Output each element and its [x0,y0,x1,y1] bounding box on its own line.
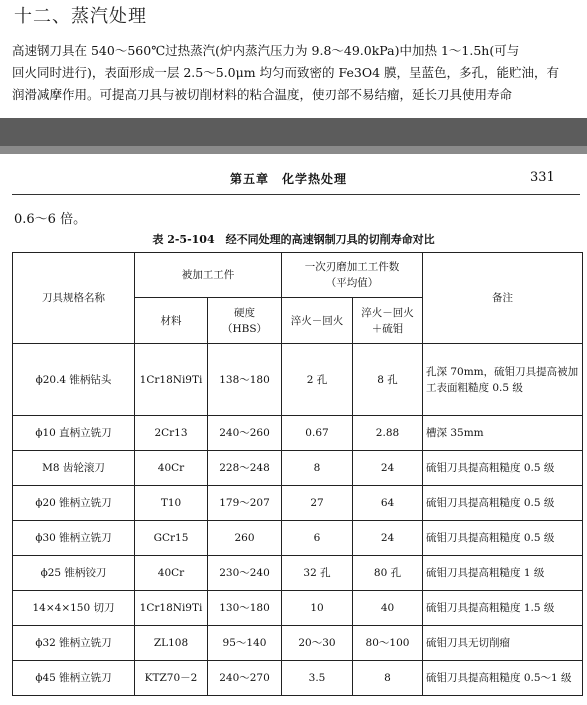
running-head: 第五章 化学热处理 [230,172,348,186]
cell-tool: ϕ20 锥柄立铣刀 [13,486,135,521]
cell-tool: ϕ45 锥柄立铣刀 [13,661,135,696]
cell-quench-temper-sulfur: 80 孔 [353,556,423,591]
cell-material: 1Cr18Ni9Ti [135,344,208,416]
cell-material: 40Cr [135,451,208,486]
header-material: 材料 [135,298,208,344]
cell-hardness: 179～207 [208,486,282,521]
header-pieces-per-sharpening: 一次刃磨加工工件数 （平均值） [282,253,423,298]
section-heading: 十二、蒸汽处理 [14,6,147,27]
table-row [13,451,583,486]
cell-remark: 硫钼刀具提高粗糙度 0.5 级 [423,451,583,486]
cell-quench-temper: 20～30 [282,626,353,661]
cell-quench-temper-sulfur: 64 [353,486,423,521]
previous-page-fragment [0,0,587,118]
cell-remark: 硫钼刀具提高粗糙度 0.5 级 [423,486,583,521]
cell-remark: 硫钼刀具提高粗糙度 0.5～1 级 [423,661,583,696]
cell-hardness: 240～260 [208,416,282,451]
cell-quench-temper-sulfur: 80～100 [353,626,423,661]
cell-tool: ϕ10 直柄立铣刀 [13,416,135,451]
table-row [13,556,583,591]
page-number: 331 [530,170,555,185]
table-row [13,661,583,696]
header-quench-temper: 淬火－回火 [282,298,353,344]
paragraph-line: 高速钢刀具在 540～560℃过热蒸汽(炉内蒸汽压力为 9.8～49.0kPa)中加热 1～1.5h(可与 [12,43,520,58]
cell-quench-temper: 8 [282,451,353,486]
table-row [13,486,583,521]
cell-quench-temper-sulfur: 8 孔 [353,344,423,416]
cell-material: GCr15 [135,521,208,556]
tool-life-table [12,252,583,696]
cell-tool: ϕ20.4 锥柄钻头 [13,344,135,416]
paragraph-line: 回火同时进行)，表面形成一层 2.5～5.0μm 均匀而致密的 Fe3O4 膜，呈蓝色，多孔，能贮油，有 [12,65,560,80]
table-row [13,626,583,661]
cell-hardness: 240～270 [208,661,282,696]
cell-material: 2Cr13 [135,416,208,451]
header-tool-name: 刀具规格名称 [13,253,135,344]
cell-material: ZL108 [135,626,208,661]
header-workpiece: 被加工工件 [135,253,282,298]
cell-hardness: 260 [208,521,282,556]
cell-quench-temper: 0.67 [282,416,353,451]
table-row [13,591,583,626]
cell-tool: 14×4×150 切刀 [13,591,135,626]
cell-remark: 硫钼刀具提高粗糙度 1.5 级 [423,591,583,626]
table-row [13,416,583,451]
header-hardness: 硬度 （HBS） [208,298,282,344]
cell-material: 40Cr [135,556,208,591]
cell-quench-temper-sulfur: 40 [353,591,423,626]
header-rule [12,194,580,195]
cell-remark: 硫钼刀具无切削瘤 [423,626,583,661]
cell-quench-temper: 10 [282,591,353,626]
continuation-text: 0.6～6 倍。 [14,212,87,227]
cell-hardness: 228～248 [208,451,282,486]
paragraph-line: 润滑减摩作用。可提高刀具与被切削材料的粘合温度，使刃部不易结瘤，延长刀具使用寿命 [12,87,513,102]
cell-tool: M8 齿轮滚刀 [13,451,135,486]
cell-tool: ϕ25 锥柄铰刀 [13,556,135,591]
cell-remark: 硫钼刀具提高粗糙度 0.5 级 [423,521,583,556]
cell-hardness: 95～140 [208,626,282,661]
cell-hardness: 138～180 [208,344,282,416]
cell-tool: ϕ32 锥柄立铣刀 [13,626,135,661]
cell-material: 1Cr18Ni9Ti [135,591,208,626]
cell-tool: ϕ30 锥柄立铣刀 [13,521,135,556]
table-caption: 表 2-5-104 经不同处理的高速钢制刀具的切削寿命对比 [152,233,435,246]
table-row [13,521,583,556]
table-header-row [13,253,583,298]
cell-hardness: 130～180 [208,591,282,626]
body-paragraph [12,40,580,106]
header-remarks: 备注 [423,253,583,344]
cell-quench-temper-sulfur: 24 [353,521,423,556]
cell-quench-temper: 3.5 [282,661,353,696]
cell-material: KTZ70－2 [135,661,208,696]
cell-quench-temper: 32 孔 [282,556,353,591]
cell-quench-temper: 27 [282,486,353,521]
cell-hardness: 230～240 [208,556,282,591]
header-quench-temper-sulfur: 淬火－回火 ＋硫钼 [353,298,423,344]
cell-quench-temper: 2 孔 [282,344,353,416]
cell-remark: 硫钼刀具提高粗糙度 1 级 [423,556,583,591]
page-separator-shadow [0,146,587,154]
cell-remark: 槽深 35mm [423,416,583,451]
cell-quench-temper: 6 [282,521,353,556]
cell-quench-temper-sulfur: 2.88 [353,416,423,451]
table-row [13,344,583,416]
cell-quench-temper-sulfur: 8 [353,661,423,696]
cell-quench-temper-sulfur: 24 [353,451,423,486]
cell-remark: 孔深 70mm，硫钼刀具提高被加工表面粗糙度 0.5 级 [423,344,583,416]
cell-material: T10 [135,486,208,521]
